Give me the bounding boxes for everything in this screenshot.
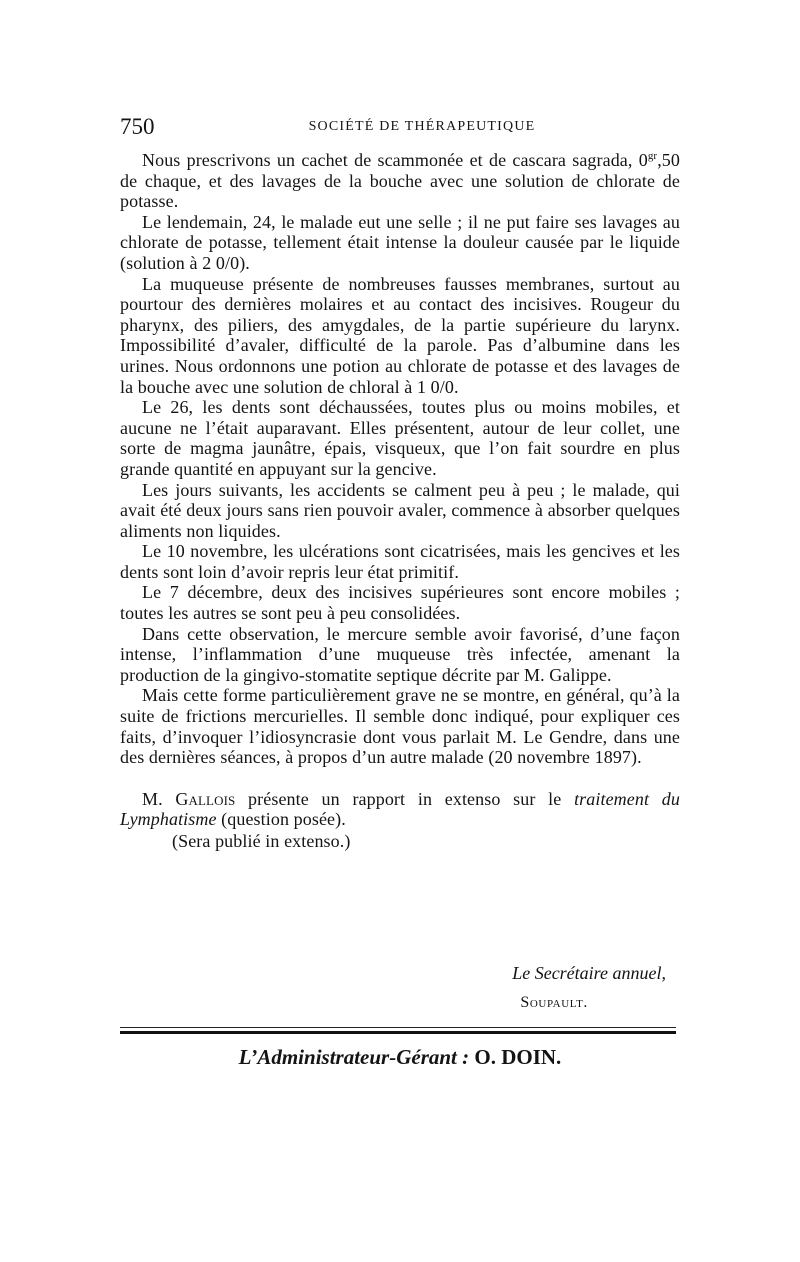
paragraph-conclusion: Mais cette forme particulièrement grave ne se montre, en général, qu’à la suite de frictions mercurielles. Il semble donc indiqué, pour expliquer ces faits, d’invoquer l’idiosyncrasie dont vous parlait M. Le Gendre, dans une des dernières séances, à propos d’un autre malade (20 novembre 1897).	[120, 685, 680, 768]
notice-author: Gallois	[175, 788, 236, 809]
footer-rule-thick	[120, 1031, 676, 1034]
paragraph-november-10: Le 10 novembre, les ulcérations sont cicatrisées, mais les gencives et les dents sont loin d’avoir repris leur état primitif.	[120, 541, 680, 582]
notice-suffix: (question posée).	[216, 809, 346, 830]
paragraph-observation: Dans cette observation, le mercure semble avoir favorisé, d’une façon intense, l’inflammation d’une muqueuse très infectée, amenant la production de la gingivo-stomatite septique décrite par M. Galippe.	[120, 623, 680, 685]
published-note: (Sera publié in extenso.)	[172, 831, 351, 851]
page-number: 750	[120, 114, 155, 139]
paragraph-text: Nous prescrivons un cachet de scammonée et de cascara sagrada, 0	[142, 150, 648, 170]
footer-rule-thin	[120, 1027, 676, 1028]
signature-name: Soupault.	[520, 994, 588, 1011]
signature-title: Le Secrétaire annuel,	[512, 963, 666, 983]
notice-prefix: M.	[142, 788, 176, 809]
paragraph-text: ,50 de chaque, et des lavages de la bouche avec une solution de chlorate de potasse.	[120, 150, 680, 212]
paragraph-mucosa: La muqueuse présente de nombreuses fausses membranes, surtout au pourtour des dernières molaires et au contact des incisives. Rougeur du pharynx, des piliers, des amygdales, de la partie supérieure du larynx. Impossibilité d’avaler, difficulté de la parole. Pas d’albumine dans les urines. Nous ordonnons une potion au chlorate de potasse et des lavages de la bouche avec une solution de chloral à 1 0/0.	[120, 273, 680, 397]
page-header	[120, 112, 680, 142]
page-footer	[120, 1043, 680, 1071]
paragraph-day-24: Le lendemain, 24, le malade eut une selle ; il ne put faire ses lavages au chlorate de potasse, tellement était intense la douleur causée par le liquide (solution à 2 0/0).	[120, 211, 680, 273]
paragraph-following-days: Les jours suivants, les accidents se calment peu à peu ; le malade, qui avait été deux jours sans rien pouvoir avaler, commence à absorber quelques aliments non liquides.	[120, 479, 680, 541]
paragraph-notice	[120, 789, 680, 830]
unit-superscript: gr	[647, 150, 658, 162]
body-text	[120, 150, 680, 852]
notice-text: présente un rapport in extenso sur le	[235, 788, 575, 809]
footer-publisher: O. DOIN.	[474, 1045, 562, 1069]
notice-report-title: traitement du Lymphatisme	[120, 788, 680, 830]
footer-label: L’Administrateur-Gérant :	[238, 1045, 470, 1069]
paragraph-day-26: Le 26, les dents sont déchaussées, toutes plus ou moins mobiles, et aucune ne l’était auparavant. Elles présentent, autour de leur collet, une sorte de magma jaunâtre, épais, visqueux, que l’on fait sourdre en plus grande quantité en appuyant sur la gencive.	[120, 397, 680, 479]
paragraph-prescription	[120, 150, 680, 212]
running-head: SOCIÉTÉ DE THÉRAPEUTIQUE	[308, 119, 536, 134]
paragraph-december-7: Le 7 décembre, deux des incisives supérieures sont encore mobiles ; toutes les autres se sont peu à peu consolidées.	[120, 582, 680, 624]
